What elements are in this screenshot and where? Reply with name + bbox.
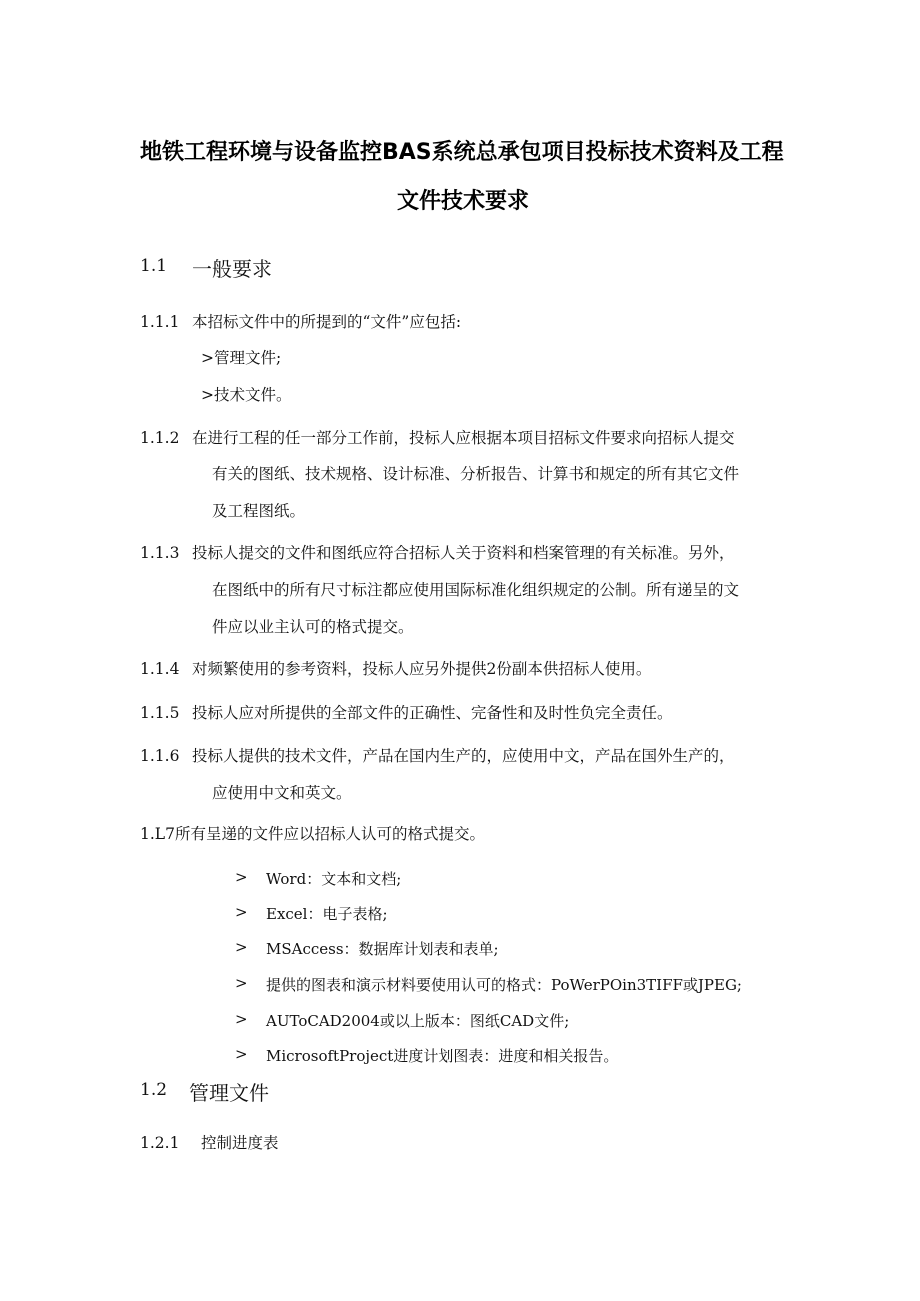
bullet-item (235, 938, 795, 958)
bullet-item (235, 1010, 795, 1030)
bullet-text: Word：文本和文档; (266, 870, 402, 888)
bullet-arrow-icon: > (235, 868, 248, 886)
document-title-line-2: 文件技术要求 (397, 189, 530, 214)
clause-1-1-2 (140, 428, 840, 448)
bullet-item (235, 903, 795, 923)
bullet-arrow-icon: > (235, 938, 248, 956)
bullet-arrow-icon: > (235, 974, 248, 992)
bullet-item (235, 868, 795, 888)
clause-continuation: 有关的图纸、技术规格、设计标准、分析报告、计算书和规定的所有其它文件 (212, 465, 740, 483)
clause-1-1-4 (140, 659, 840, 679)
clause-continuation: 在图纸中的所有尺寸标注都应使用国际标准化组织规定的公制。所有递呈的文 (212, 581, 740, 599)
section-heading-1-1 (140, 253, 440, 279)
list-item: >技术文件。 (201, 386, 292, 404)
clause-text: 投标人提供的技术文件，产品在国内生产的，应使用中文，产品在国外生产的， (192, 747, 735, 765)
bullet-text: Excel：电子表格; (266, 905, 388, 923)
bullet-text: AUToCAD2004或以上版本：图纸CAD文件; (266, 1012, 570, 1030)
clause-1-1-3 (140, 543, 840, 563)
clause-number: 1.1.4 (140, 660, 180, 678)
section-heading-1-2 (140, 1077, 440, 1103)
clause-number: 1.2.1 (140, 1134, 180, 1152)
clause-text: 控制进度表 (201, 1134, 279, 1152)
bullet-item (235, 1045, 795, 1065)
clause-1-1-5 (140, 703, 840, 723)
clause-number: 1.1.1 (140, 313, 180, 331)
clause-1-1-7: 1.L7所有呈递的文件应以招标人认可的格式提交。 (140, 825, 485, 843)
clause-number: 1.1.3 (140, 544, 180, 562)
section-number: 1.2 (140, 1080, 168, 1100)
clause-text: 对频繁使用的参考资料，投标人应另外提供2份副本供招标人使用。 (192, 660, 652, 678)
clause-number: 1.1.6 (140, 747, 180, 765)
clause-number: 1.1.5 (140, 704, 180, 722)
clause-text: 本招标文件中的所提到的“文件”应包括: (192, 313, 462, 331)
clause-text: 在进行工程的任一部分工作前，投标人应根据本项目招标文件要求向招标人提交 (192, 429, 735, 447)
clause-1-1-6 (140, 746, 840, 766)
section-number: 1.1 (140, 256, 168, 276)
bullet-text: MicrosoftProject进度计划图表：进度和相关报告。 (266, 1047, 619, 1065)
clause-continuation: 件应以业主认可的格式提交。 (212, 618, 414, 636)
bullet-text: 提供的图表和演示材料要使用认可的格式：PoWerPOin3TIFF或JPEG; (266, 976, 742, 994)
bullet-text: MSAccess：数据库计划表和表单; (266, 940, 499, 958)
bullet-arrow-icon: > (235, 1010, 248, 1028)
clause-continuation: 应使用中文和英文。 (212, 784, 352, 802)
bullet-arrow-icon: > (235, 903, 248, 921)
clause-1-2-1 (140, 1133, 540, 1153)
clause-text: 投标人提交的文件和图纸应符合招标人关于资料和档案管理的有关标准。另外， (192, 544, 735, 562)
section-title: 一般要求 (192, 257, 272, 281)
bullet-arrow-icon: > (235, 1045, 248, 1063)
list-item: >管理文件; (201, 349, 282, 367)
section-title: 管理文件 (189, 1081, 269, 1105)
clause-continuation: 及工程图纸。 (212, 502, 306, 520)
clause-1-1-1 (140, 312, 840, 332)
bullet-item (235, 974, 795, 994)
clause-text: 投标人应对所提供的全部文件的正确性、完备性和及时性负完全责任。 (192, 704, 673, 722)
document-title-line-1: 地铁工程环境与设备监控BAS系统总承包项目投标技术资料及工程 (140, 140, 784, 165)
clause-number: 1.1.2 (140, 429, 180, 447)
